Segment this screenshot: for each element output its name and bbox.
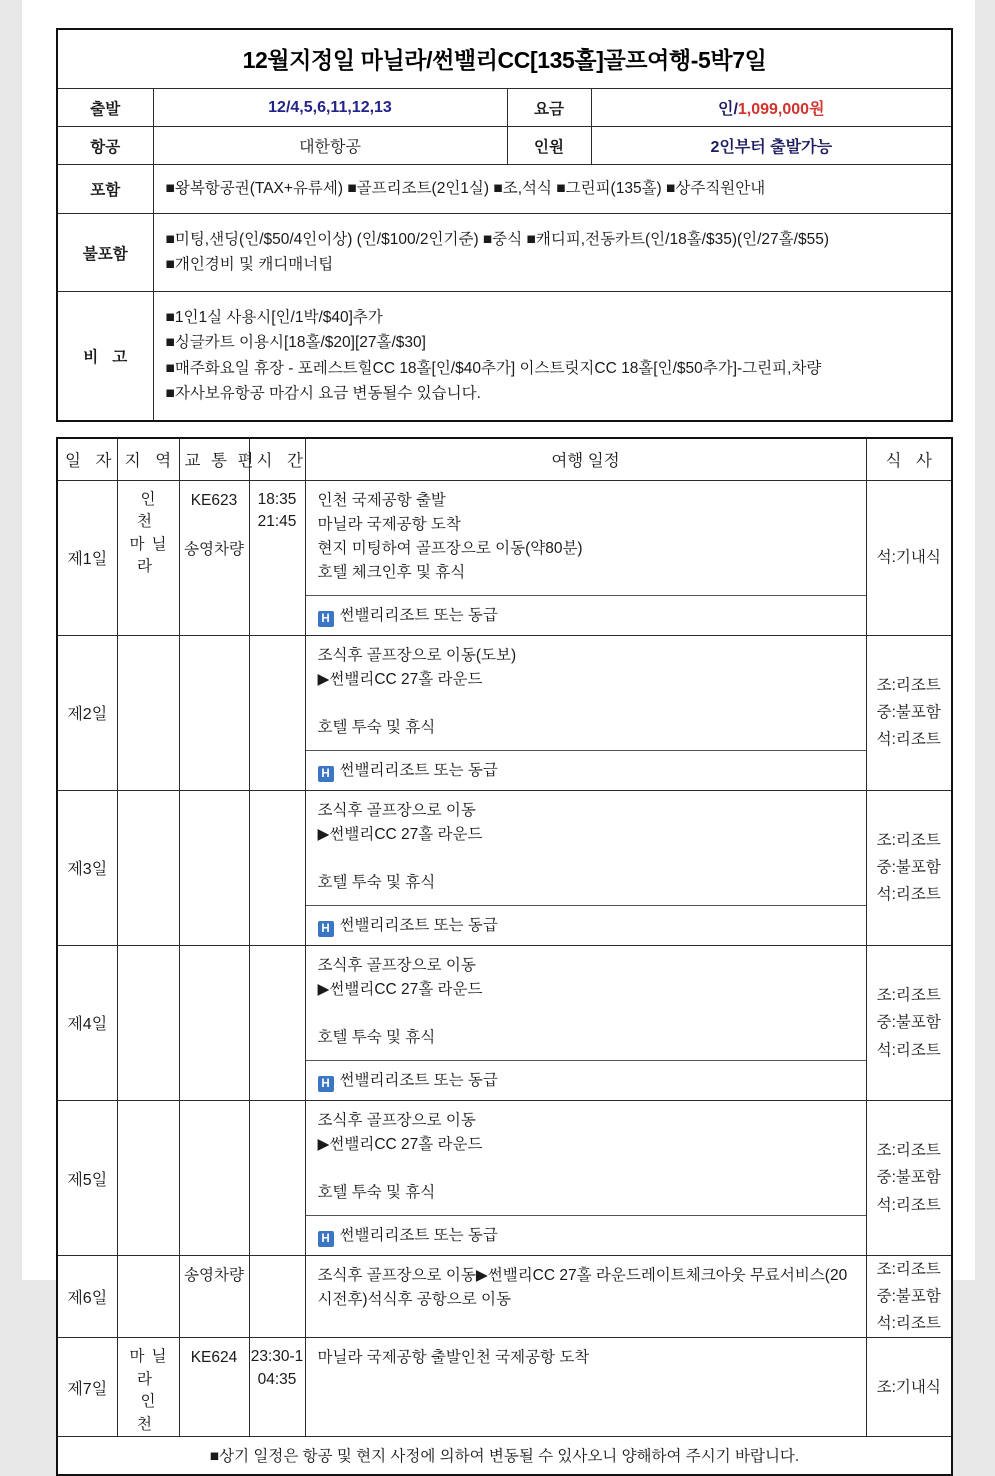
itinerary-header-row bbox=[57, 438, 952, 481]
region-cell bbox=[117, 1338, 179, 1437]
schedule-line: ▶썬밸리CC 27홀 라운드 bbox=[317, 980, 483, 998]
schedule-line: ▶썬밸리CC 27홀 라운드 bbox=[317, 670, 483, 688]
departure-value bbox=[153, 89, 507, 127]
day-number: 제2일 bbox=[57, 635, 117, 790]
hotel-row bbox=[306, 1215, 866, 1255]
text-line: 중:불포함 bbox=[876, 859, 941, 877]
pax-label: 인원 bbox=[507, 127, 591, 165]
text-line: 석:기내식 bbox=[876, 549, 941, 567]
time-cell bbox=[249, 1338, 305, 1437]
schedule-line: 호텔 체크인후 및 휴식 bbox=[317, 563, 466, 581]
text-line: ■미팅,샌딩(인/$50/4인이상) (인/$100/2인기준) ■중식 ■캐디피,전동카트(인/18홀/$35)(인/27홀/$55) bbox=[165, 231, 829, 249]
hotel-row bbox=[306, 595, 866, 635]
text-line: ■매주화요일 휴장 - 포레스트힐CC 18홀[인/$40추가] 이스트릿지CC 18홀[인/$50추가]-그린피,차량 bbox=[165, 359, 822, 377]
time-cell bbox=[249, 635, 305, 790]
itinerary-row bbox=[57, 945, 952, 1100]
time-cell bbox=[249, 1101, 305, 1256]
schedule-cell bbox=[305, 1338, 866, 1437]
schedule-line: 호텔 투숙 및 휴식 bbox=[317, 873, 436, 891]
pax-value bbox=[591, 127, 952, 165]
schedule-line: 호텔 투숙 및 휴식 bbox=[317, 718, 436, 736]
schedule-line: 인천 국제공항 도착 bbox=[460, 1349, 590, 1367]
schedule-line: 석식후 공항으로 이동 bbox=[367, 1291, 511, 1309]
schedule-text bbox=[306, 946, 866, 1060]
itinerary-row bbox=[57, 790, 952, 945]
hotel-icon: H bbox=[318, 1231, 334, 1247]
fare-amount: 1,099,000원 bbox=[737, 101, 825, 118]
schedule-cell bbox=[305, 790, 866, 945]
title-row bbox=[57, 29, 952, 89]
meal-cell bbox=[866, 790, 952, 945]
schedule-line: ▶썬밸리CC 27홀 라운드 bbox=[475, 1267, 641, 1285]
hotel-name: 썬밸리리조트 또는 동급 bbox=[339, 761, 498, 779]
text-line: 23:30-1 bbox=[250, 1348, 304, 1366]
time-cell bbox=[249, 945, 305, 1100]
fare-label: 요금 bbox=[507, 89, 591, 127]
text-line: KE623 bbox=[190, 491, 238, 509]
itinerary-sheet bbox=[56, 28, 951, 1476]
region-cell bbox=[117, 480, 179, 635]
footnote-row bbox=[57, 1437, 952, 1476]
schedule-line bbox=[318, 847, 856, 871]
text-line bbox=[180, 514, 249, 539]
text-line: 중:불포함 bbox=[876, 1014, 941, 1032]
meal-cell bbox=[866, 1338, 952, 1437]
day-number: 제1일 bbox=[57, 480, 117, 635]
schedule-line: 조식후 골프장으로 이동 bbox=[317, 1267, 476, 1285]
schedule-line bbox=[318, 1002, 856, 1026]
transport-cell bbox=[179, 1101, 249, 1256]
excluded-row bbox=[57, 214, 952, 292]
meal-cell bbox=[866, 1101, 952, 1256]
text-line: 중:불포함 bbox=[876, 1288, 941, 1306]
schedule-text bbox=[306, 636, 866, 750]
departure-label: 출발 bbox=[57, 89, 153, 127]
text-line: KE624 bbox=[190, 1349, 238, 1367]
schedule-line: 마닐라 국제공항 출발 bbox=[317, 1349, 461, 1367]
departure-dates: 12/4,5,6,11,12,13 bbox=[268, 98, 392, 116]
itinerary-row bbox=[57, 1338, 952, 1437]
text-line: 마닐라 bbox=[129, 535, 174, 576]
header-time: 시 간 bbox=[249, 438, 305, 481]
departure-fare-row bbox=[57, 89, 952, 127]
itinerary-footnote: ■상기 일정은 항공 및 현지 사정에 의하여 변동될 수 있사오니 양해하여 주시기 바랍니다. bbox=[57, 1437, 952, 1476]
package-info-table bbox=[56, 28, 953, 422]
daily-itinerary-table bbox=[56, 437, 953, 1476]
schedule-cell bbox=[305, 635, 866, 790]
fare-prefix: 인/ bbox=[717, 101, 738, 118]
text-line: 송영차량 bbox=[184, 541, 244, 559]
remarks-label: 비고 bbox=[57, 292, 153, 421]
region-cell bbox=[117, 945, 179, 1100]
text-line: 석:리조트 bbox=[876, 1315, 941, 1333]
region-cell bbox=[117, 1101, 179, 1256]
schedule-line: 레이트체크아웃 무료서비스(20시전후) bbox=[317, 1267, 848, 1309]
schedule-line: ▶썬밸리CC 27홀 라운드 bbox=[317, 825, 483, 843]
day-number: 제5일 bbox=[57, 1101, 117, 1256]
text-line: 04:35 bbox=[257, 1370, 297, 1388]
text-line: 송영차량 bbox=[184, 1267, 244, 1285]
hotel-name: 썬밸리리조트 또는 동급 bbox=[339, 916, 498, 934]
text-line: ■자사보유항공 마감시 요금 변동될수 있습니다. bbox=[165, 384, 481, 402]
schedule-text bbox=[306, 1101, 866, 1215]
text-line: 중:불포함 bbox=[876, 704, 941, 722]
transport-cell bbox=[179, 1256, 249, 1338]
schedule-cell bbox=[305, 945, 866, 1100]
text-line: 인 천 bbox=[137, 490, 163, 531]
hotel-icon: H bbox=[318, 766, 334, 782]
airline-pax-row bbox=[57, 127, 952, 165]
schedule-line: 마닐라 국제공항 도착 bbox=[317, 515, 461, 533]
itinerary-row bbox=[57, 1256, 952, 1338]
text-line: 석:리조트 bbox=[876, 731, 941, 749]
text-line: 석:리조트 bbox=[876, 1041, 941, 1059]
transport-cell bbox=[179, 635, 249, 790]
text-line: 인 천 bbox=[137, 1393, 163, 1433]
text-line: 석:리조트 bbox=[876, 1196, 941, 1214]
text-line: 조:리조트 bbox=[876, 677, 941, 695]
schedule-text bbox=[306, 791, 866, 905]
schedule-cell bbox=[305, 1256, 866, 1338]
schedule-line: 호텔 투숙 및 휴식 bbox=[317, 1184, 436, 1202]
region-cell bbox=[117, 790, 179, 945]
region-cell bbox=[117, 635, 179, 790]
hotel-row bbox=[306, 750, 866, 790]
text-line: 조:리조트 bbox=[876, 1261, 941, 1279]
hotel-row bbox=[306, 905, 866, 945]
transport-cell bbox=[179, 480, 249, 635]
airline-label: 항공 bbox=[57, 127, 153, 165]
text-line: ■싱글카트 이용시[18홀/$20][27홀/$30] bbox=[165, 334, 426, 352]
transport-cell bbox=[179, 1338, 249, 1437]
document-page bbox=[22, 0, 975, 1466]
region-cell bbox=[117, 1256, 179, 1338]
remarks-row bbox=[57, 292, 952, 421]
hotel-row bbox=[306, 1060, 866, 1100]
day-number: 제7일 bbox=[57, 1338, 117, 1437]
itinerary-row bbox=[57, 1101, 952, 1256]
schedule-line: 인천 국제공항 출발 bbox=[317, 491, 446, 509]
header-day: 일 자 bbox=[57, 438, 117, 481]
airline-value: 대한항공 bbox=[153, 127, 507, 165]
included-content bbox=[153, 165, 952, 214]
text-line: 조:리조트 bbox=[876, 987, 941, 1005]
header-meal: 식 사 bbox=[866, 438, 952, 481]
schedule-line: 현지 미팅하여 골프장으로 이동(약80분) bbox=[317, 539, 583, 557]
fare-value bbox=[591, 89, 952, 127]
header-transport: 교 통 편 bbox=[179, 438, 249, 481]
text-line: 조:리조트 bbox=[876, 832, 941, 850]
time-cell bbox=[249, 480, 305, 635]
excluded-content bbox=[153, 214, 952, 292]
text-line: ■왕복항공권(TAX+유류세) ■골프리조트(2인1실) ■조,석식 ■그린피(135홀) ■상주직원안내 bbox=[165, 180, 766, 197]
hotel-icon: H bbox=[318, 1076, 334, 1092]
text-line: 21:45 bbox=[257, 513, 297, 531]
text-line: ■개인경비 및 캐디매너팁 bbox=[165, 256, 334, 274]
document-title: 12월지정일 마닐라/썬밸리CC[135홀]골프여행-5박7일 bbox=[57, 29, 952, 89]
schedule-line: 조식후 골프장으로 이동(도보) bbox=[317, 646, 517, 664]
hotel-icon: H bbox=[318, 611, 334, 627]
text-line: ■1인1실 사용시[인/1박/$40]추가 bbox=[165, 309, 383, 327]
transport-cell bbox=[179, 945, 249, 1100]
text-line: 마닐라 bbox=[129, 1348, 174, 1388]
itinerary-row bbox=[57, 635, 952, 790]
itinerary-row bbox=[57, 480, 952, 635]
schedule-text bbox=[306, 481, 866, 595]
schedule-line: 조식후 골프장으로 이동 bbox=[317, 1112, 476, 1130]
hotel-name: 썬밸리리조트 또는 동급 bbox=[339, 1227, 498, 1245]
time-cell bbox=[249, 790, 305, 945]
schedule-line: 호텔 투숙 및 휴식 bbox=[317, 1029, 436, 1046]
included-label: 포함 bbox=[57, 165, 153, 214]
excluded-label: 불포함 bbox=[57, 214, 153, 292]
schedule-line bbox=[318, 692, 856, 716]
included-row bbox=[57, 165, 952, 214]
schedule-cell bbox=[305, 480, 866, 635]
hotel-name: 썬밸리리조트 또는 동급 bbox=[339, 606, 498, 624]
schedule-line bbox=[318, 1157, 856, 1181]
text-line: 조:기내식 bbox=[876, 1378, 941, 1396]
text-line: 18:35 bbox=[257, 490, 297, 508]
schedule-cell bbox=[305, 1101, 866, 1256]
text-line: 석:리조트 bbox=[876, 886, 941, 904]
pax-text: 2인부터 출발가능 bbox=[710, 139, 833, 156]
transport-cell bbox=[179, 790, 249, 945]
schedule-line: 조식후 골프장으로 이동 bbox=[317, 956, 476, 974]
meal-cell bbox=[866, 945, 952, 1100]
meal-cell bbox=[866, 480, 952, 635]
day-number: 제6일 bbox=[57, 1256, 117, 1338]
day-number: 제3일 bbox=[57, 790, 117, 945]
text-line: 조:리조트 bbox=[876, 1142, 941, 1160]
time-cell bbox=[249, 1256, 305, 1338]
hotel-name: 썬밸리리조트 또는 동급 bbox=[339, 1072, 498, 1090]
schedule-line: 조식후 골프장으로 이동 bbox=[317, 801, 476, 819]
header-region: 지 역 bbox=[117, 438, 179, 481]
header-schedule: 여행 일정 bbox=[305, 438, 866, 481]
text-line: 중:불포함 bbox=[876, 1169, 941, 1187]
remarks-content bbox=[153, 292, 952, 421]
meal-cell bbox=[866, 635, 952, 790]
hotel-icon: H bbox=[318, 921, 334, 937]
meal-cell bbox=[866, 1256, 952, 1338]
schedule-line: ▶썬밸리CC 27홀 라운드 bbox=[317, 1136, 483, 1154]
day-number: 제4일 bbox=[57, 945, 117, 1100]
